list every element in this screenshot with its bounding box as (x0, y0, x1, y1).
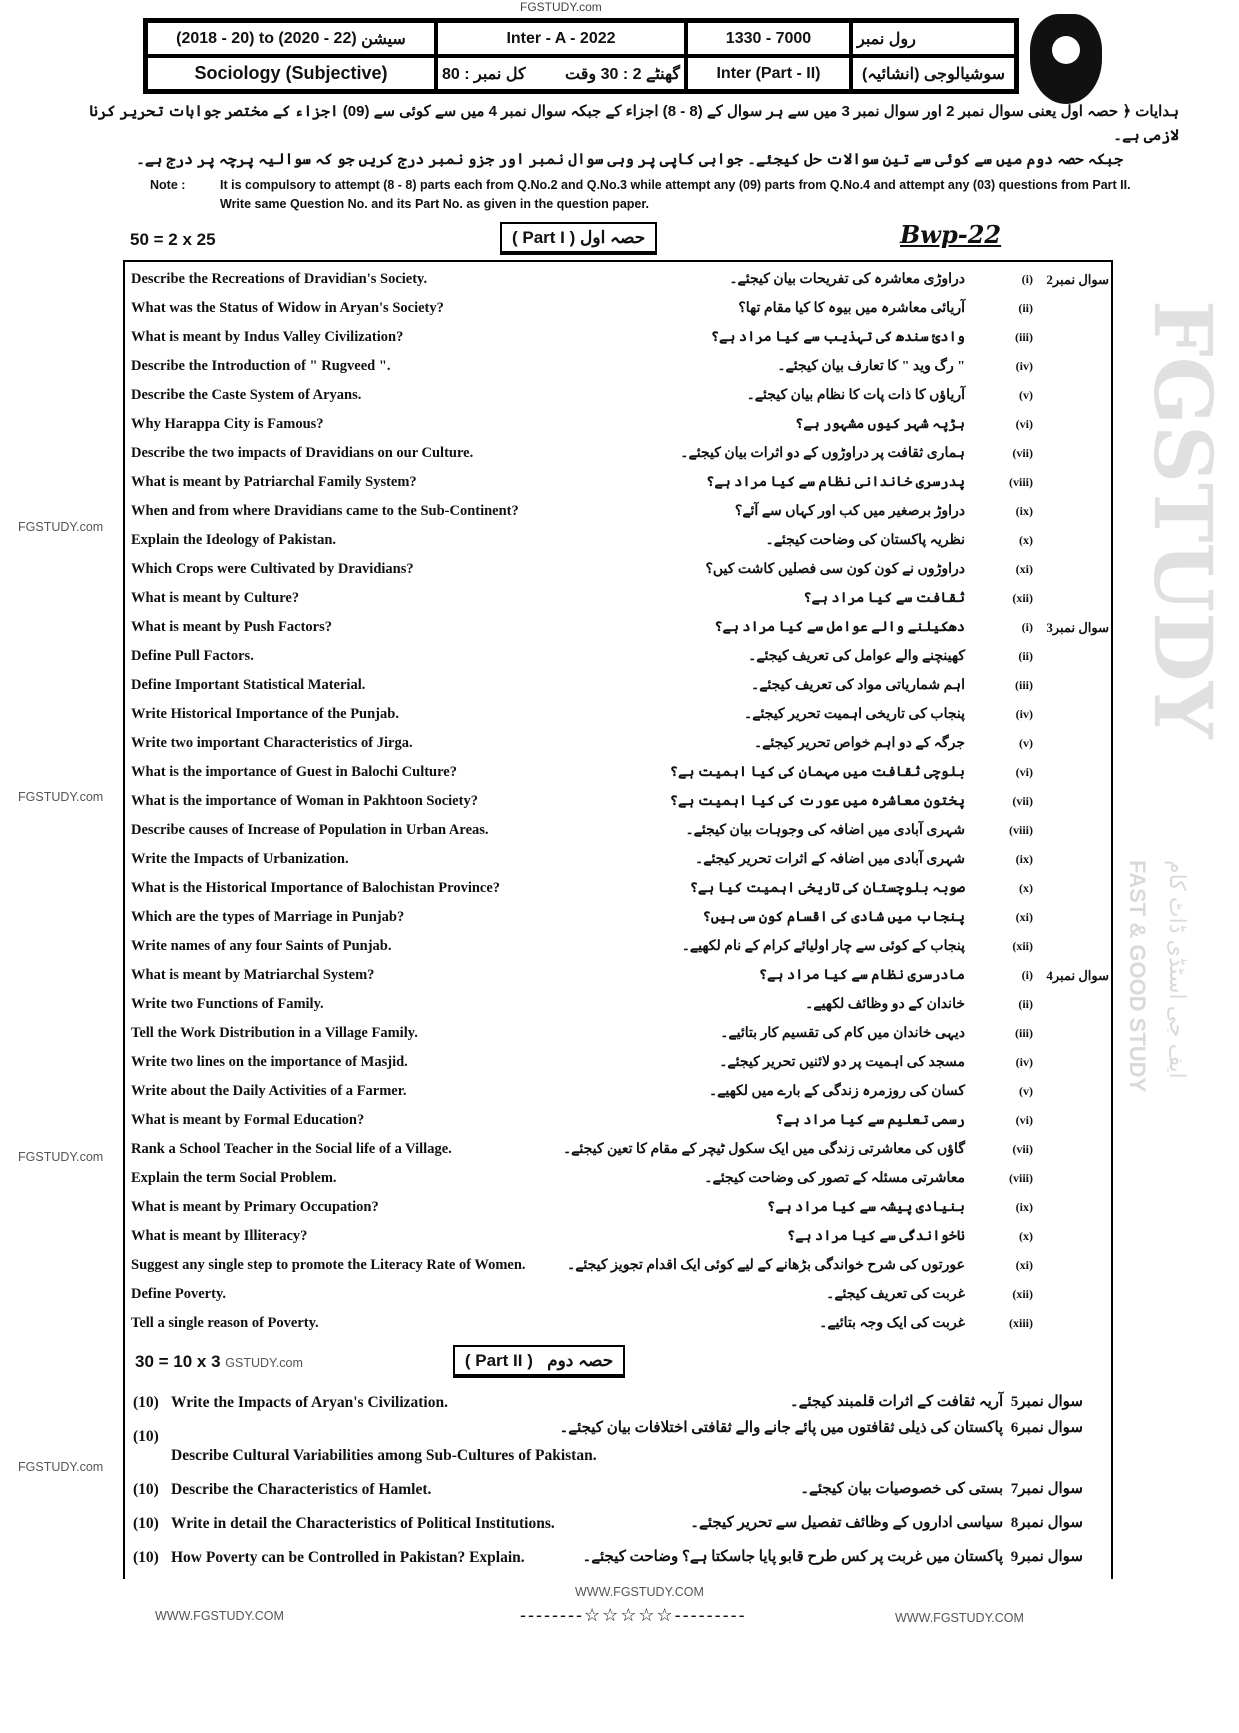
question-row (131, 612, 1109, 641)
part-number: (xii) (1012, 939, 1033, 953)
watermark-tagline: FAST & GOOD STUDY (1125, 860, 1150, 1093)
question-urdu: سوال نمبر9 پاکستان میں غربت پر کس طرح قابو پایا جاسکتا ہے؟ وضاحت کیجئے۔ (582, 1549, 1083, 1565)
question-row (131, 1221, 1105, 1250)
question-row (131, 1163, 1105, 1192)
question-english: Write two important Characteristics of Jirga. (131, 735, 413, 751)
subject: Sociology (Subjective) (146, 56, 436, 91)
part-number: (xi) (1015, 910, 1033, 924)
question-english: Rank a School Teacher in the Social life of a Village. (131, 1141, 452, 1157)
question-urdu: پنجاب میں شادی کی اقسام کون سی ہیں؟ (702, 910, 965, 925)
question-english: Define Poverty. (131, 1286, 227, 1302)
question-row (131, 728, 1105, 757)
question-english: What is meant by Primary Occupation? (131, 1199, 379, 1215)
question-marks: (10) (133, 1394, 159, 1411)
part-number: (vi) (1015, 417, 1033, 431)
part-number: (ix) (1015, 1200, 1033, 1214)
question-urdu: وادئ سندھ کی تہذیب سے کیا مراد ہے؟ (710, 330, 965, 345)
part-number: (i) (1021, 272, 1033, 286)
question-urdu: پنجاب کے کوئی سے چار اولیائے کرام کے نام لکھیے۔ (681, 939, 965, 954)
question-row (131, 496, 1105, 525)
part-number: (vi) (1015, 1113, 1033, 1127)
question-number: سوال نمبر4 (1046, 968, 1109, 983)
question-row (131, 757, 1105, 786)
question-english: Write the Impacts of Urbanization. (131, 851, 349, 867)
question-english: What is meant by Illiteracy? (131, 1228, 308, 1244)
part2-question (131, 1471, 1105, 1505)
question-row (131, 583, 1105, 612)
question-urdu: دراوڑی معاشرہ کی تفریحات بیان کیجئے۔ (729, 272, 965, 287)
question-urdu: سوال نمبر8 سیاسی اداروں کے وظائف تفصیل سے تحریر کیجئے۔ (690, 1515, 1083, 1531)
question-english: When and from where Dravidians came to the Sub-Continent? (131, 503, 519, 519)
session: (2018 - 20) to (2020 - 22) سیشن (146, 21, 436, 56)
question-english: Define Important Statistical Material. (131, 677, 366, 693)
question-row (131, 409, 1105, 438)
question-urdu: آریائی معاشرہ میں بیوہ کا کیا مقام تھا؟ (738, 301, 965, 316)
part-number: (i) (1021, 968, 1033, 982)
question-urdu: مادرسری نظام سے کیا مراد ہے؟ (758, 968, 965, 983)
question-urdu: ہڑپہ شہر کیوں مشہور ہے؟ (795, 417, 965, 432)
watermark: FGSTUDY.com (18, 1150, 104, 1164)
question-row (131, 467, 1105, 496)
question-row (131, 1192, 1105, 1221)
part-number: (x) (1019, 1229, 1033, 1243)
watermark-logo: FGSTUDY (1136, 300, 1230, 739)
question-row (131, 989, 1105, 1018)
question-english: What is meant by Indus Valley Civilization? (131, 329, 404, 345)
question-english: Write Historical Importance of the Punjab. (131, 706, 399, 722)
part-number: (xii) (1012, 1287, 1033, 1301)
question-english: Tell a single reason of Poverty. (131, 1315, 319, 1331)
question-urdu: شہری آبادی میں اضافہ کی وجوہات بیان کیجئے۔ (685, 823, 965, 838)
question-marks: (10) (133, 1515, 159, 1532)
question-row (131, 960, 1109, 989)
question-urdu: ناخواندگی سے کیا مراد ہے؟ (786, 1229, 965, 1244)
question-urdu: غربت کی تعریف کیجئے۔ (826, 1287, 965, 1302)
part-number: (iv) (1015, 1055, 1033, 1069)
part-number: (ii) (1018, 649, 1033, 663)
question-urdu: بلوچی ثقافت میں مہمان کی کیا اہمیت ہے؟ (669, 765, 965, 780)
paper-body (0, 100, 1239, 1633)
question-english: Describe the Introduction of " Rugveed ". (131, 358, 391, 374)
question-row (131, 380, 1105, 409)
question-english: Which are the types of Marriage in Punjab? (131, 909, 405, 925)
part-number: (vi) (1015, 765, 1033, 779)
paper-code: 1330 - 7000 (686, 21, 851, 56)
part-number: (xi) (1015, 1258, 1033, 1272)
level: Inter (Part - II) (686, 56, 851, 91)
question-english: Write two Functions of Family. (131, 996, 324, 1012)
part-number: (viii) (1009, 1171, 1033, 1185)
question-urdu: گاؤں کی معاشرتی زندگی میں ایک سکول ٹیچر کے مقام کا تعین کیجئے۔ (562, 1142, 965, 1157)
board-logo (1030, 14, 1102, 104)
question-urdu: ہماری ثقافت پر دراوڑوں کے دو اثرات بیان کیجئے۔ (680, 446, 965, 461)
question-number: سوال نمبر2 (1046, 272, 1109, 287)
part2-marks: 30 = 10 x 3 GSTUDY.com (135, 1351, 303, 1371)
watermark: WWW.FGSTUDY.COM (575, 1585, 704, 1599)
question-urdu: مسجد کی اہمیت پر دو لائنیں تحریر کیجئے۔ (719, 1055, 965, 1070)
question-urdu: دیہی خاندان میں کام کی تقسیم کار بتائیے۔ (720, 1026, 965, 1041)
part-number: (xii) (1012, 591, 1033, 605)
question-row (131, 699, 1105, 728)
question-english: Describe causes of Increase of Population in Urban Areas. (131, 822, 489, 838)
question-urdu: پدرسری خاندانی نظام سے کیا مراد ہے؟ (706, 475, 965, 490)
question-english: Define Pull Factors. (131, 648, 254, 664)
part1-marks: 50 = 2 x 25 (130, 230, 216, 249)
question-english: Why Harappa City is Famous? (131, 416, 324, 432)
question-urdu: " رگ وید " کا تعارف بیان کیجئے۔ (777, 359, 965, 374)
signature: Bwp-22 (900, 220, 1002, 249)
question-row (131, 438, 1105, 467)
question-row (131, 1105, 1105, 1134)
part-number: (v) (1019, 736, 1033, 750)
part-number: (i) (1021, 620, 1033, 634)
question-row (131, 293, 1105, 322)
part1-title: ( Part I ) حصہ اول (500, 222, 657, 255)
question-urdu: سوال نمبر6 پاکستان کی ذیلی ثقافتوں میں پائے جانے والے ثقافتی اختلافات بیان کیجئے۔ (559, 1420, 1083, 1436)
part2-question (131, 1384, 1105, 1418)
question-row (131, 670, 1105, 699)
part-number: (vii) (1012, 446, 1033, 460)
question-number: سوال نمبر3 (1046, 620, 1109, 635)
question-urdu: آریاؤں کا ذات پات کا نظام بیان کیجئے۔ (746, 388, 965, 403)
question-row (131, 1134, 1105, 1163)
part-number: (ii) (1018, 301, 1033, 315)
question-english: Explain the Ideology of Pakistan. (131, 532, 337, 548)
roll-number-label: رول نمبر (851, 21, 1016, 56)
watermark: FGSTUDY.com (18, 520, 104, 534)
question-english: What is the importance of Guest in Balochi Culture? (131, 764, 457, 780)
watermark: FGSTUDY.com (18, 1460, 104, 1474)
question-english: Write the Impacts of Aryan's Civilization. (171, 1394, 448, 1411)
question-english: Explain the term Social Problem. (131, 1170, 337, 1186)
question-english: Suggest any single step to promote the Literacy Rate of Women. (131, 1257, 526, 1273)
question-row (131, 1047, 1105, 1076)
watermark-urdu: ایف جی اسٹڈی ڈاٹ کام (1165, 860, 1190, 1079)
part-number: (iv) (1015, 359, 1033, 373)
question-english: What was the Status of Widow in Aryan's Society? (131, 300, 444, 316)
question-row (131, 554, 1105, 583)
question-english: Describe the Characteristics of Hamlet. (171, 1481, 432, 1498)
question-english: Write about the Daily Activities of a Farmer. (131, 1083, 407, 1099)
question-urdu: سوال نمبر7 بستی کی خصوصیات بیان کیجئے۔ (800, 1481, 1083, 1497)
question-urdu: شہری آبادی میں اضافہ کے اثرات تحریر کیجئے۔ (695, 852, 965, 867)
question-row (131, 786, 1105, 815)
question-row (131, 351, 1105, 380)
question-urdu: پختون معاشرہ میں عورت کی کیا اہمیت ہے؟ (669, 794, 965, 809)
question-urdu: معاشرتی مسئلہ کے تصور کی وضاحت کیجئے۔ (704, 1171, 965, 1186)
question-row (131, 525, 1105, 554)
question-urdu: جرگہ کے دو اہم خواص تحریر کیجئے۔ (753, 736, 965, 751)
question-english: What is meant by Formal Education? (131, 1112, 365, 1128)
question-urdu: پنجاب کی تاریخی اہمیت تحریر کیجئے۔ (744, 707, 965, 722)
watermark: WWW.FGSTUDY.COM (895, 1611, 1024, 1625)
question-marks: (10) (133, 1481, 159, 1498)
question-urdu: بنیادی پیشہ سے کیا مراد ہے؟ (767, 1200, 965, 1215)
question-urdu: دھکیلنے والے عوامل سے کیا مراد ہے؟ (714, 620, 965, 635)
question-row (131, 1018, 1105, 1047)
question-english: How Poverty can be Controlled in Pakistan? Explain. (171, 1549, 525, 1566)
exam-header (143, 18, 1019, 94)
part-number: (viii) (1009, 823, 1033, 837)
question-urdu: غربت کی ایک وجہ بتائیے۔ (819, 1316, 965, 1331)
subject-urdu: سوشیالوجی (انشائیہ) (851, 56, 1016, 91)
question-marks: (10) (133, 1428, 159, 1445)
watermark-top: FGSTUDY.com (520, 0, 602, 14)
question-urdu: خاندان کے دو وظائف لکھیے۔ (805, 997, 965, 1012)
marks-time: 80 : کل نمبر گھنٹے 2 : 30 وقت (436, 56, 686, 91)
question-english: What is the Historical Importance of Balochistan Province? (131, 880, 501, 896)
part2-question (131, 1505, 1105, 1539)
part-number: (ix) (1015, 504, 1033, 518)
question-row (131, 1308, 1105, 1337)
part2-question (131, 1418, 1105, 1471)
part-number: (iii) (1015, 678, 1033, 692)
question-row (131, 1076, 1105, 1105)
part1-heading (0, 220, 1239, 260)
footer (0, 1583, 1239, 1633)
question-english: What is meant by Patriarchal Family System? (131, 474, 417, 490)
end-stars: --------☆☆☆☆☆--------- (520, 1605, 747, 1625)
part-number: (vii) (1012, 1142, 1033, 1156)
part-number: (x) (1019, 533, 1033, 547)
question-english: Describe the Caste System of Aryans. (131, 387, 362, 403)
part-number: (v) (1019, 388, 1033, 402)
part-number: (ix) (1015, 852, 1033, 866)
question-row (131, 1279, 1105, 1308)
part-number: (iv) (1015, 707, 1033, 721)
part-number: (iii) (1015, 1026, 1033, 1040)
question-row (131, 931, 1105, 960)
question-english: Describe Cultural Variabilities among Sub-Cultures of Pakistan. (171, 1447, 597, 1464)
question-row (131, 902, 1105, 931)
question-english: Write names of any four Saints of Punjab. (131, 938, 392, 954)
part-number: (iii) (1015, 330, 1033, 344)
question-urdu: عورتوں کی شرح خواندگی بڑھانے کے لیے کوئی ایک اقدام تجویز کیجئے۔ (567, 1258, 965, 1273)
question-row (131, 815, 1105, 844)
question-row (131, 873, 1105, 902)
part-number: (vii) (1012, 794, 1033, 808)
question-row (131, 641, 1105, 670)
question-urdu: دراوڑوں نے کون کون سی فصلیں کاشت کیں؟ (705, 562, 965, 577)
part2-heading (135, 1345, 1105, 1378)
question-english: Tell the Work Distribution in a Village Family. (131, 1025, 418, 1041)
instructions-urdu: ہدایات ﴿ حصہ اول یعنی سوال نمبر 2 اور سوال نمبر 3 میں سے ہر سوال کے (8 - 8) اجزاء کے جبکہ سوال نمبر 4 میں سے کوئی سے (09) اجزاء کے مختصر جوابات تحریر کرنا لازمی ہے۔ جبکہ حصہ دوم میں سے کوئی سے تین سوالات حل کیجئے۔ جوابی کاپی پر وہی سوال نمبر اور جزو نمبر درج کریں جو کہ سوالیہ پرچہ پر درج ہے۔ (89, 103, 1179, 168)
question-english: Describe the Recreations of Dravidian's Society. (131, 271, 428, 287)
question-english: What is meant by Push Factors? (131, 619, 332, 635)
question-english: Describe the two impacts of Dravidians on our Culture. (131, 445, 474, 461)
question-english: What is the importance of Woman in Pakhtoon Society? (131, 793, 478, 809)
question-row (131, 844, 1105, 873)
question-urdu: کسان کی روزمرہ زندگی کے بارے میں لکھیے۔ (708, 1084, 965, 1099)
question-row (131, 1250, 1105, 1279)
question-english: Write in detail the Characteristics of Political Institutions. (171, 1515, 555, 1532)
instructions-note: Note : It is compulsory to attempt (8 - 8) parts each from Q.No.2 and Q.No.3 while attempt any (09) parts from Q.No.4 and attempt any (03) questions from Part II. Write same Question No. and its Part No. as given in the question paper. (150, 178, 1131, 211)
part-number: (xi) (1015, 562, 1033, 576)
question-urdu: اہم شماریاتی مواد کی تعریف کیجئے۔ (751, 678, 965, 693)
part-number: (viii) (1009, 475, 1033, 489)
part-number: (x) (1019, 881, 1033, 895)
part-number: (v) (1019, 1084, 1033, 1098)
question-row (131, 264, 1109, 293)
watermark: FGSTUDY.com (18, 790, 104, 804)
question-box (123, 260, 1113, 1579)
question-english: What is meant by Matriarchal System? (131, 967, 375, 983)
question-urdu: رسمی تعلیم سے کیا مراد ہے؟ (775, 1113, 965, 1128)
part2-title: ( Part II ) حصہ دوم (453, 1345, 625, 1378)
question-marks: (10) (133, 1549, 159, 1566)
question-english: What is meant by Culture? (131, 590, 300, 606)
watermark: WWW.FGSTUDY.COM (155, 1609, 284, 1623)
question-urdu: نظریہ پاکستان کی وضاحت کیجئے۔ (765, 533, 965, 548)
question-row (131, 322, 1105, 351)
question-urdu: دراوڑ برصغیر میں کب اور کہاں سے آئے؟ (734, 504, 965, 519)
question-english: Which Crops were Cultivated by Dravidians? (131, 561, 414, 577)
question-urdu: صوبہ بلوچستان کی تاریخی اہمیت کیا ہے؟ (689, 881, 965, 896)
question-urdu: سوال نمبر5 آریہ ثقافت کے اثرات قلمبند کیجئے۔ (789, 1394, 1083, 1410)
part-number: (ii) (1018, 997, 1033, 1011)
part-number: (xiii) (1009, 1316, 1033, 1330)
question-english: Write two lines on the importance of Masjid. (131, 1054, 408, 1070)
part2-question (131, 1539, 1105, 1573)
exam-name: Inter - A - 2022 (436, 21, 686, 56)
question-urdu: ثقافت سے کیا مراد ہے؟ (803, 591, 965, 606)
question-urdu: کھینچنے والے عوامل کی تعریف کیجئے۔ (748, 649, 965, 664)
